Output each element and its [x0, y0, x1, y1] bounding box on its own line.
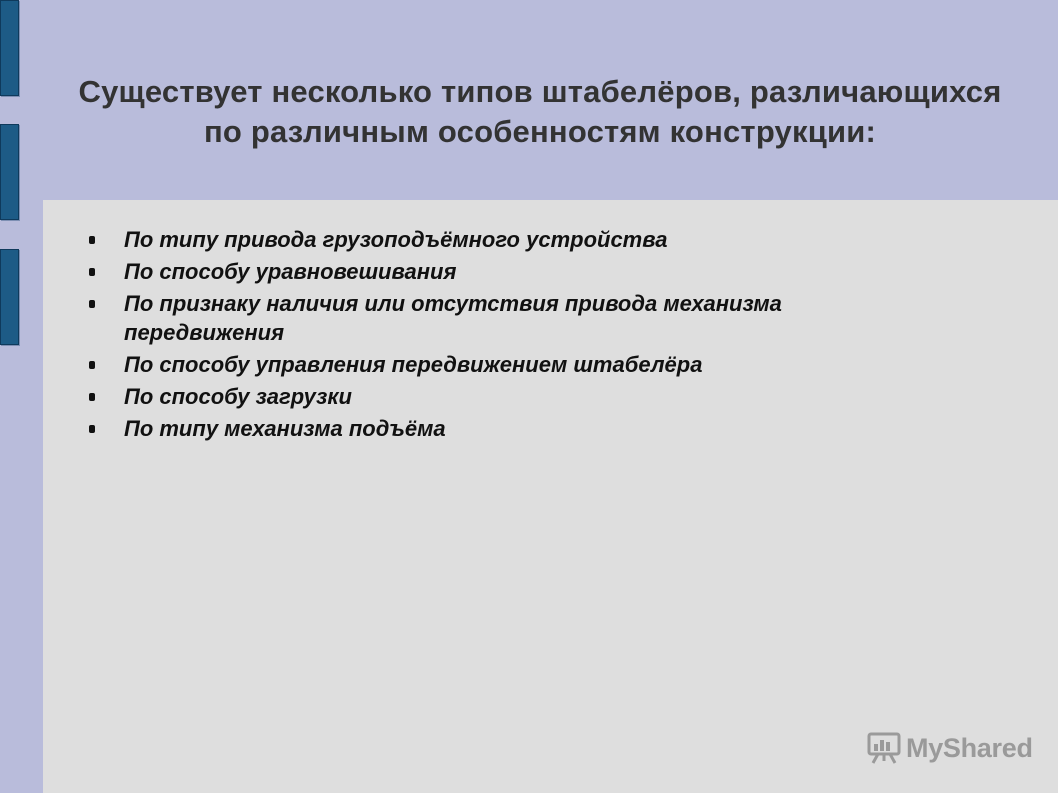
list-item-text: По способу уравновешивания	[124, 259, 457, 284]
bullet-list	[89, 225, 889, 446]
list-item	[89, 225, 889, 254]
list-item	[89, 414, 889, 443]
list-item	[89, 382, 889, 411]
accent-bar-bottom	[0, 249, 19, 345]
list-item-text: По признаку наличия или отсутствия привода механизма передвижения	[124, 291, 782, 345]
content-panel	[43, 200, 1058, 793]
logo-text: MyShared	[906, 732, 1033, 763]
presentation-board-icon	[866, 730, 902, 766]
list-item	[89, 350, 889, 379]
list-item-text: По способу управления передвижением штабелёра	[124, 352, 703, 377]
slide-title: Существует несколько типов штабелёров, различающихся по различным особенностям конструкции:	[78, 74, 1002, 149]
list-item-text: По типу механизма подъёма	[124, 416, 446, 441]
bullet-icon	[89, 361, 95, 369]
list-item	[89, 289, 889, 347]
accent-bar-middle	[0, 124, 19, 220]
myshared-logo[interactable]	[866, 728, 1033, 768]
list-item-text: По типу привода грузоподъёмного устройства	[124, 227, 668, 252]
list-item	[89, 257, 889, 286]
list-item-text: По способу загрузки	[124, 384, 352, 409]
accent-bar-top	[0, 0, 19, 96]
bullet-icon	[89, 425, 95, 433]
bullet-icon	[89, 300, 95, 308]
bullet-icon	[89, 236, 95, 244]
title-area	[60, 72, 1020, 152]
bullet-icon	[89, 393, 95, 401]
bullet-icon	[89, 268, 95, 276]
